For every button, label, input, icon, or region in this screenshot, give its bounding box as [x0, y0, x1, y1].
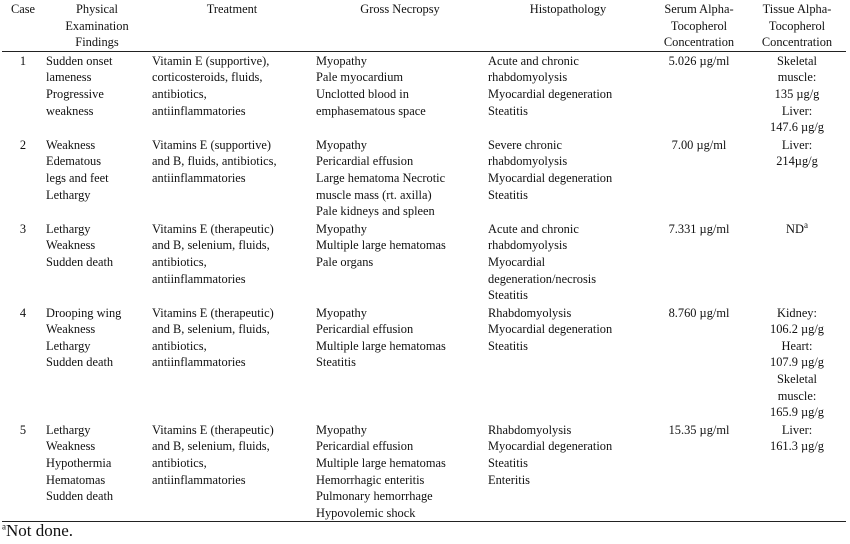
physical-exam-findings-line: Weakness [46, 322, 96, 337]
table-row [2, 304, 846, 421]
tissue-concentration-line: Liver: [781, 422, 813, 437]
column-header-line: Gross Necropsy [360, 2, 440, 16]
column-header-physical-examination-findings [44, 0, 150, 51]
physical-exam-findings-line: lameness [46, 70, 92, 85]
case-number-value: 1 [19, 53, 27, 68]
column-header-treatment [150, 0, 314, 51]
histopathology-line: Rhabdomyolysis [488, 305, 572, 320]
case-number-value: 4 [19, 305, 27, 320]
histopathology-line: Steatitis [488, 288, 528, 303]
histopathology-line: degeneration/necrosis [488, 271, 597, 286]
treatment-line: antiinflammatories [152, 355, 246, 370]
gross-necropsy-line: Myopathy [316, 422, 367, 437]
case-number-cell [2, 51, 44, 135]
treatment-line: Vitamins E (supportive) [152, 137, 272, 152]
column-header-line: Examination [65, 18, 129, 33]
histopathology-line: Myocardial degeneration [488, 170, 613, 185]
histopathology-line: rhabdomyolysis [488, 154, 568, 169]
tissue-concentration-line: Liver: [781, 137, 813, 152]
treatment-line: and B, selenium, fluids, [152, 322, 270, 337]
treatment-line: Vitamins E (therapeutic) [152, 305, 274, 320]
treatment-line: antibiotics, [152, 254, 207, 269]
serum-concentration-value: 8.760 µg/ml [668, 305, 730, 320]
physical-exam-findings-line: Weakness [46, 439, 96, 454]
case-summary-table [2, 0, 846, 522]
treatment-line: and B, fluids, antibiotics, [152, 154, 277, 169]
treatment-line: Vitamins E (therapeutic) [152, 422, 274, 437]
treatment-cell [150, 220, 314, 304]
physical-exam-findings-line: Sudden death [46, 355, 114, 370]
histopathology-line: Myocardial [488, 254, 546, 269]
physical-exam-findings-line: legs and feet [46, 170, 109, 185]
column-header-line: Case [10, 2, 36, 16]
column-header-line: Tocopherol [670, 18, 728, 33]
histopathology-cell [486, 421, 650, 522]
tissue-concentration-line: ND [786, 221, 804, 236]
gross-necropsy-cell [314, 304, 486, 421]
case-number-cell [2, 220, 44, 304]
histopathology-cell [486, 220, 650, 304]
physical-exam-findings-line: Hematomas [46, 472, 106, 487]
physical-exam-findings-cell [44, 51, 150, 135]
table-row [2, 421, 846, 522]
treatment-line: and B, selenium, fluids, [152, 238, 270, 253]
serum-concentration-cell [650, 220, 748, 304]
gross-necropsy-line: Hypovolemic shock [316, 505, 416, 520]
tissue-concentration-line: muscle: [777, 388, 817, 403]
column-header-line: Histopathology [529, 2, 607, 16]
histopathology-line: Myocardial degeneration [488, 86, 613, 101]
physical-exam-findings-line: Lethargy [46, 422, 91, 437]
footnote-text: Not done. [6, 521, 74, 540]
gross-necropsy-line: Multiple large hematomas [316, 456, 446, 471]
column-header-case [2, 0, 44, 51]
tissue-concentration-cell [748, 51, 846, 135]
serum-concentration-cell [650, 304, 748, 421]
histopathology-line: Steatitis [488, 338, 528, 353]
histopathology-line: rhabdomyolysis [488, 238, 568, 253]
treatment-line: Vitamin E (supportive), [152, 53, 270, 68]
treatment-line: antiinflammatories [152, 271, 246, 286]
gross-necropsy-line: Pulmonary hemorrhage [316, 489, 433, 504]
gross-necropsy-line: Pericardial effusion [316, 154, 414, 169]
treatment-line: antiinflammatories [152, 103, 246, 118]
case-number-cell [2, 304, 44, 421]
gross-necropsy-line: emphasematous space [316, 103, 426, 118]
results-table-container [2, 0, 846, 522]
gross-necropsy-line: Unclotted blood in [316, 86, 409, 101]
tissue-concentration-cell [748, 421, 846, 522]
histopathology-line: Steatitis [488, 103, 528, 118]
tissue-concentration-cell [748, 136, 846, 220]
column-header-line: Treatment [206, 2, 258, 16]
gross-necropsy-line: Steatitis [316, 355, 356, 370]
physical-exam-findings-line: Lethargy [46, 221, 91, 236]
treatment-line: Vitamins E (therapeutic) [152, 221, 274, 236]
table-row [2, 51, 846, 135]
histopathology-line: Myocardial degeneration [488, 322, 613, 337]
gross-necropsy-line: Pale myocardium [316, 70, 404, 85]
column-header-line: Tocopherol [768, 18, 826, 33]
tissue-concentration-cell [748, 304, 846, 421]
serum-concentration-cell [650, 421, 748, 522]
physical-exam-findings-line: Sudden death [46, 489, 114, 504]
case-number-cell [2, 421, 44, 522]
physical-exam-findings-line: Sudden onset [46, 53, 113, 68]
gross-necropsy-line: Myopathy [316, 53, 367, 68]
gross-necropsy-line: muscle mass (rt. axilla) [316, 187, 432, 202]
tissue-concentration-line: 161.3 µg/g [770, 439, 824, 454]
treatment-line: and B, selenium, fluids, [152, 439, 270, 454]
tissue-concentration-line: 135 µg/g [774, 86, 820, 101]
tissue-concentration-line: Heart: [781, 338, 813, 353]
case-number-value: 3 [19, 221, 27, 236]
histopathology-line: Rhabdomyolysis [488, 422, 572, 437]
physical-exam-findings-line: Lethargy [46, 338, 91, 353]
case-number-cell [2, 136, 44, 220]
gross-necropsy-line: Myopathy [316, 137, 367, 152]
serum-concentration-value: 7.331 µg/ml [668, 221, 730, 236]
tissue-concentration-line: 147.6 µg/g [770, 120, 824, 135]
physical-exam-findings-cell [44, 304, 150, 421]
physical-exam-findings-line: Weakness [46, 238, 96, 253]
column-header-line: Concentration [761, 35, 833, 50]
serum-concentration-value: 15.35 µg/ml [668, 422, 730, 437]
serum-concentration-cell [650, 51, 748, 135]
gross-necropsy-line: Myopathy [316, 221, 367, 236]
treatment-cell [150, 421, 314, 522]
column-header-line: Tissue Alpha- [762, 2, 832, 16]
table-footnote [2, 521, 73, 541]
column-header-line: Serum Alpha- [664, 2, 734, 16]
treatment-line: corticosteroids, fluids, [152, 70, 263, 85]
treatment-line: antiinflammatories [152, 170, 246, 185]
physical-exam-findings-line: Hypothermia [46, 456, 112, 471]
column-header-line: Findings [75, 35, 119, 50]
histopathology-line: rhabdomyolysis [488, 70, 568, 85]
tissue-concentration-line: Liver: [781, 103, 813, 118]
serum-concentration-cell [650, 136, 748, 220]
treatment-cell [150, 51, 314, 135]
tissue-concentration-line: Skeletal [777, 53, 817, 68]
histopathology-line: Acute and chronic [488, 221, 579, 236]
gross-necropsy-line: Pericardial effusion [316, 322, 414, 337]
physical-exam-findings-cell [44, 136, 150, 220]
physical-exam-findings-line: Weakness [46, 137, 96, 152]
treatment-cell [150, 136, 314, 220]
tissue-concentration-cell [748, 220, 846, 304]
treatment-line: antibiotics, [152, 338, 207, 353]
table-row [2, 220, 846, 304]
physical-exam-findings-line: weakness [46, 103, 94, 118]
footnote-marker: a [2, 521, 6, 532]
table-body [2, 51, 846, 522]
treatment-line: antiinflammatories [152, 472, 246, 487]
footnote-reference: a [803, 219, 808, 230]
gross-necropsy-cell [314, 136, 486, 220]
gross-necropsy-line: Multiple large hematomas [316, 238, 446, 253]
gross-necropsy-line: Myopathy [316, 305, 367, 320]
histopathology-line: Enteritis [488, 472, 530, 487]
tissue-concentration-line: 165.9 µg/g [770, 405, 824, 420]
histopathology-line: Acute and chronic [488, 53, 579, 68]
physical-exam-findings-cell [44, 421, 150, 522]
histopathology-cell [486, 304, 650, 421]
serum-concentration-value: 5.026 µg/ml [668, 53, 730, 68]
physical-exam-findings-line: Edematous [46, 154, 102, 169]
treatment-line: antibiotics, [152, 86, 207, 101]
treatment-line: antibiotics, [152, 456, 207, 471]
gross-necropsy-line: Large hematoma Necrotic [316, 170, 446, 185]
gross-necropsy-line: Multiple large hematomas [316, 338, 446, 353]
histopathology-line: Severe chronic [488, 137, 562, 152]
gross-necropsy-line: Pale organs [316, 254, 374, 269]
tissue-concentration-line: 106.2 µg/g [770, 322, 824, 337]
physical-exam-findings-line: Progressive [46, 86, 104, 101]
case-number-value: 2 [19, 137, 27, 152]
gross-necropsy-cell [314, 220, 486, 304]
tissue-concentration-line: muscle: [777, 70, 817, 85]
column-header-line: Physical [76, 2, 118, 16]
histopathology-line: Myocardial degeneration [488, 439, 613, 454]
treatment-cell [150, 304, 314, 421]
physical-exam-findings-line: Sudden death [46, 254, 114, 269]
column-header-serum-alpha-tocopherol [650, 0, 748, 51]
histopathology-cell [486, 136, 650, 220]
tissue-concentration-line: 107.9 µg/g [770, 355, 824, 370]
physical-exam-findings-line: Drooping wing [46, 305, 122, 320]
table-row [2, 136, 846, 220]
serum-concentration-value: 7.00 µg/ml [671, 137, 727, 152]
tissue-concentration-line: Skeletal [777, 372, 817, 387]
gross-necropsy-line: Pericardial effusion [316, 439, 414, 454]
histopathology-line: Steatitis [488, 456, 528, 471]
physical-exam-findings-cell [44, 220, 150, 304]
column-header-tissue-alpha-tocopherol [748, 0, 846, 51]
histopathology-line: Steatitis [488, 187, 528, 202]
tissue-concentration-line: Kidney: [777, 305, 817, 320]
header-row [2, 0, 846, 51]
gross-necropsy-line: Pale kidneys and spleen [316, 204, 435, 219]
gross-necropsy-cell [314, 421, 486, 522]
gross-necropsy-cell [314, 51, 486, 135]
physical-exam-findings-line: Lethargy [46, 187, 91, 202]
gross-necropsy-line: Hemorrhagic enteritis [316, 472, 425, 487]
column-header-line: Concentration [663, 35, 735, 50]
column-header-histopathology [486, 0, 650, 51]
tissue-concentration-line: 214µg/g [776, 154, 818, 169]
histopathology-cell [486, 51, 650, 135]
case-number-value: 5 [19, 422, 27, 437]
table-header [2, 0, 846, 51]
column-header-gross-necropsy [314, 0, 486, 51]
